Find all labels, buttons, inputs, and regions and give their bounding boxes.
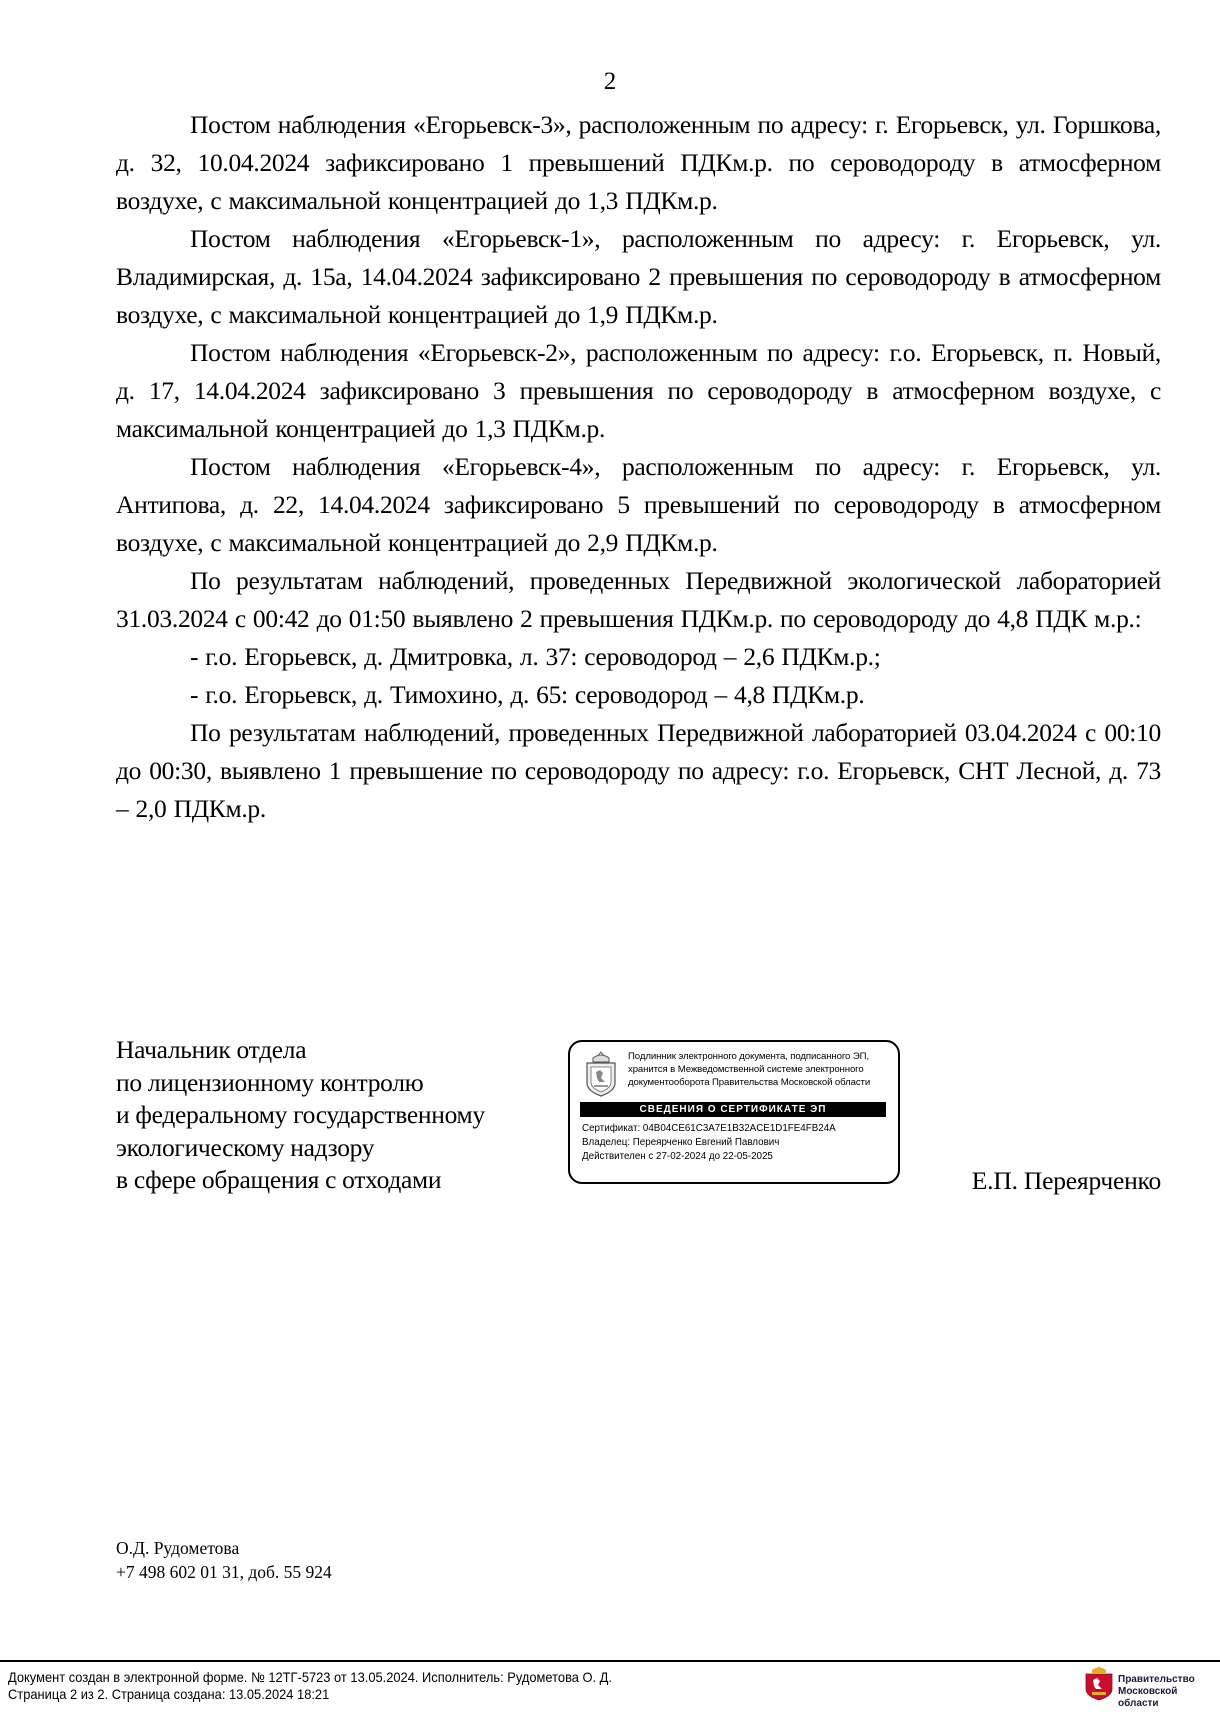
stamp-header-line: хранится в Межведомственной системе электронного	[628, 1064, 864, 1075]
executor-phone: +7 498 602 01 31, доб. 55 924	[116, 1562, 332, 1582]
footer-logo-line: Московской области	[1118, 1686, 1178, 1709]
stamp-header-line: документооборота Правительства Московской области	[628, 1077, 871, 1088]
certificate-owner: Владелец: Переярченко Евгений Павлович	[582, 1137, 780, 1148]
list-item-dmitrovka: - г.о. Егорьевск, д. Дмитровка, л. 37: сероводород – 2,6 ПДКм.р.;	[190, 642, 881, 671]
document-body	[116, 106, 1161, 828]
signer-title-line: и федеральному государственному	[116, 1100, 485, 1129]
paragraph-post-egorievsk-2: Постом наблюдения «Егорьевск-2», расположенным по адресу: г.о. Егорьевск, п. Новый, д. 17, 14.04.2024 зафиксировано 3 превышения по сероводороду в атмосферном воздухе, с максимальной концентрацией до 1,3 ПДКм.р.	[116, 338, 1161, 443]
stamp-certificate-heading: СВЕДЕНИЯ О СЕРТИФИКАТЕ ЭП	[580, 1102, 886, 1117]
paragraph-post-egorievsk-4: Постом наблюдения «Егорьевск-4», расположенным по адресу: г. Егорьевск, ул. Антипова, д. 22, 14.04.2024 зафиксировано 5 превышений по сероводороду в атмосферном воздухе, с максимальной концентрацией до 2,9 ПДКм.р.	[116, 452, 1161, 557]
list-item-timokhino: - г.о. Егорьевск, д. Тимохино, д. 65: сероводород – 4,8 ПДКм.р.	[190, 680, 865, 709]
footer-text	[8, 1669, 612, 1702]
paragraph-post-egorievsk-1: Постом наблюдения «Егорьевск-1», расположенным по адресу: г. Егорьевск, ул. Владимирская, д. 15а, 14.04.2024 зафиксировано 2 превышения по сероводороду в атмосферном воздухе, с максимальной концентрацией до 1,9 ПДКм.р.	[116, 224, 1161, 329]
signer-title	[116, 1034, 485, 1197]
coat-of-arms-icon	[1083, 1665, 1115, 1701]
paragraph-post-egorievsk-3: Постом наблюдения «Егорьевск-3», расположенным по адресу: г. Егорьевск, ул. Горшкова, д. 32, 10.04.2024 зафиксировано 1 превышений ПДКм.р. по сероводороду в атмосферном воздухе, с максимальной концентрацией до 1,3 ПДКм.р.	[116, 110, 1161, 215]
stamp-header	[628, 1050, 870, 1089]
signature-block	[116, 1034, 1161, 1204]
stamp-certificate-details	[582, 1122, 836, 1164]
electronic-signature-stamp	[568, 1040, 900, 1184]
signer-name: Е.П. Переярченко	[971, 1166, 1161, 1195]
page-number: 2	[603, 68, 617, 95]
signer-title-line: в сфере обращения с отходами	[116, 1165, 442, 1194]
footer-logo	[1080, 1662, 1220, 1709]
signer-title-line: Начальник отдела	[116, 1035, 307, 1064]
paragraph-mobile-lab-03-04: По результатам наблюдений, проведенных Передвижной лабораторией 03.04.2024 с 00:10 до 00:30, выявлено 1 превышение по сероводороду по адресу: г.о. Егорьевск, СНТ Лесной, д. 73 – 2,0 ПДКм.р.	[116, 718, 1161, 823]
footer-document-info: Документ создан в электронной форме. № 12ТГ-5723 от 13.05.2024. Исполнитель: Рудометова О. Д.	[8, 1669, 612, 1685]
footer-divider	[0, 1660, 1220, 1662]
coat-of-arms-icon	[583, 1050, 619, 1098]
certificate-validity: Действителен с 27-02-2024 до 22-05-2025	[582, 1151, 773, 1162]
paragraph-mobile-lab-31-03: По результатам наблюдений, проведенных Передвижной экологической лабораторией 31.03.2024 с 00:42 до 01:50 выявлено 2 превышения ПДКм.р. по сероводороду до 4,8 ПДК м.р.:	[116, 566, 1161, 633]
signer-title-line: по лицензионному контролю	[116, 1067, 424, 1097]
footer-page-info: Страница 2 из 2. Страница создана: 13.05.2024 18:21	[8, 1685, 330, 1702]
footer-logo-text	[1118, 1674, 1220, 1710]
certificate-number: Сертификат: 04B04CE61C3A7E1B32ACE1D1FE4FB24A	[582, 1123, 836, 1134]
executor-info	[116, 1536, 332, 1584]
signer-title-line: экологическому надзору	[116, 1132, 375, 1162]
footer-logo-line: Правительство	[1118, 1674, 1195, 1685]
executor-name: О.Д. Рудометова	[116, 1538, 240, 1558]
stamp-header-line: Подлинник электронного документа, подписанного ЭП,	[628, 1051, 869, 1062]
